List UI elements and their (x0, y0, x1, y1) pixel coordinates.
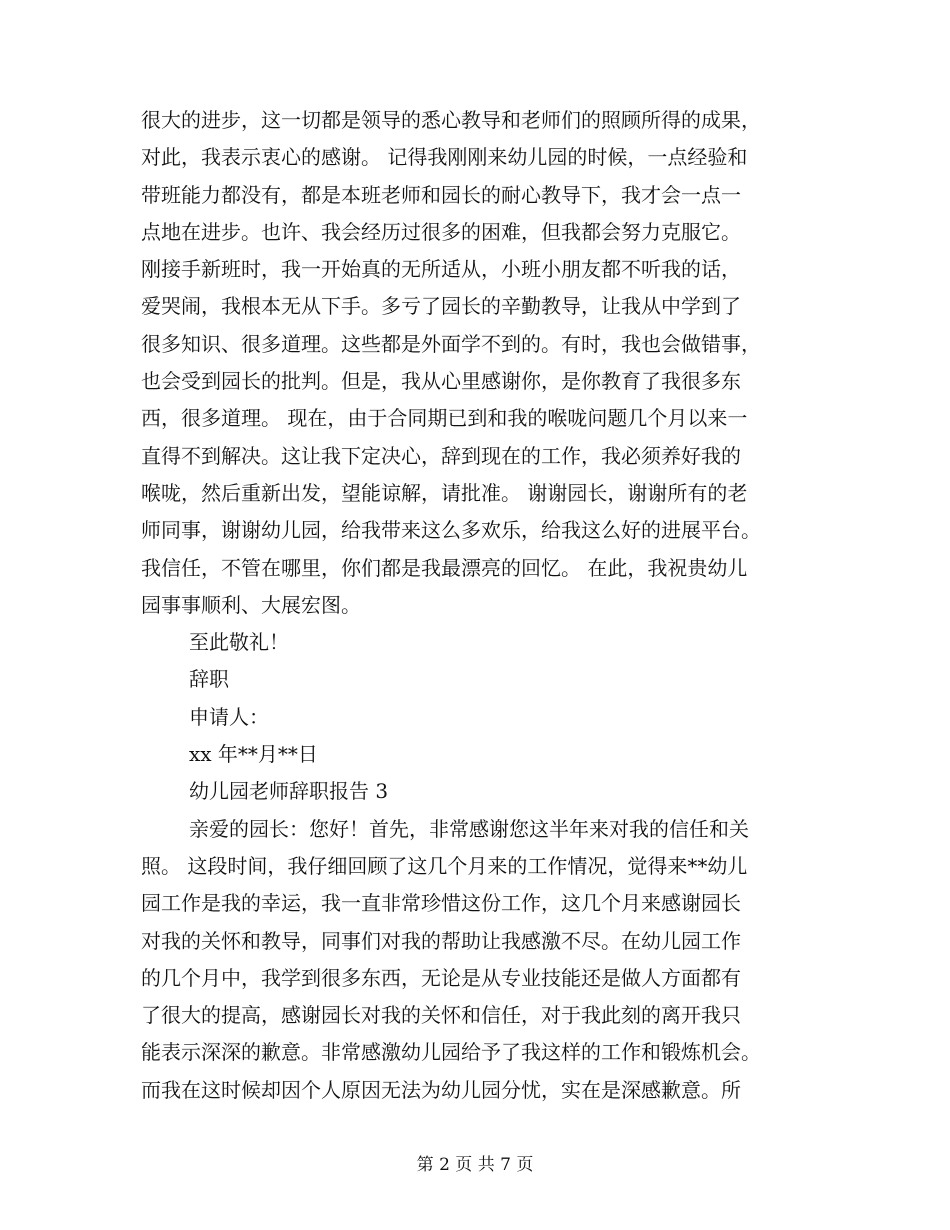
text-line: 对我的关怀和教导，同事们对我的帮助让我感激不尽。在幼儿园工作 (141, 928, 741, 953)
text-line: 爱哭闹，我根本无从下手。多亏了园长的辛勤教导，让我从中学到了 (141, 294, 741, 319)
text-line: 师同事，谢谢幼儿园，给我带来这么多欢乐，给我这么好的进展平台。 (141, 518, 761, 543)
text-line: 点地在进步。也许、我会经历过很多的困难，但我都会努力克服它。 (141, 219, 741, 244)
text-line: 园工作是我的幸运，我一直非常珍惜这份工作，这几个月来感谢园长 (141, 891, 741, 916)
text-line: 很多知识、很多道理。这些都是外面学不到的。有时，我也会做错事， (141, 331, 761, 356)
text-line: 能表示深深的歉意。非常感激幼儿园给予了我这样的工作和锻炼机会。 (141, 1040, 761, 1065)
text-line: 对此，我表示衷心的感谢。 记得我刚刚来幼儿园的时候，一点经验和 (141, 145, 748, 170)
text-line: 而我在这时候却因个人原因无法为幼儿园分忧，实在是深感歉意。所 (141, 1077, 741, 1102)
text-line: 照。 这段时间，我仔细回顾了这几个月来的工作情况，觉得来**幼儿 (141, 853, 748, 878)
text-line: 喉咙，然后重新出发，望能谅解，请批准。 谢谢园长，谢谢所有的老 (141, 480, 748, 505)
text-line: 了很大的提高，感谢园长对我的关怀和信任，对于我此刻的离开我只 (141, 1003, 741, 1028)
text-line: 直得不到解决。这让我下定决心，辞到现在的工作，我必须养好我的 (141, 443, 741, 468)
closing-resign: 辞职 (189, 667, 229, 692)
document-body (141, 102, 821, 1109)
text-line: 园事事顺利、大展宏图。 (141, 592, 361, 617)
text-line: 亲爱的园长：您好！首先，非常感谢您这半年来对我的信任和关 (189, 816, 749, 841)
text-line: 很大的进步，这一切都是领导的悉心教导和老师们的照顾所得的成果， (141, 108, 761, 132)
text-line: 西，很多道理。 现在，由于合同期已到和我的喉咙问题几个月以来一 (141, 406, 748, 431)
text-line: 的几个月中，我学到很多东西，无论是从专业技能还是做人方面都有 (141, 965, 741, 990)
page-number-footer: 第 2 页 共 7 页 (416, 1155, 534, 1175)
text-line: 刚接手新班时，我一开始真的无所适从，小班小朋友都不听我的话， (141, 257, 741, 282)
text-line: 也会受到园长的批判。但是，我从心里感谢你，是你教育了我很多东 (141, 369, 741, 394)
date-line: xx 年**月**日 (189, 742, 318, 767)
text-line: 带班能力都没有，都是本班老师和园长的耐心教导下，我才会一点一 (141, 182, 741, 207)
section-heading: 幼儿园老师辞职报告 3 (189, 779, 389, 804)
applicant-label: 申请人： (189, 704, 269, 729)
text-line: 我信任，不管在哪里，你们都是我最漂亮的回忆。 在此，我祝贵幼儿 (141, 555, 748, 580)
closing-salutation: 至此敬礼！ (189, 630, 289, 655)
